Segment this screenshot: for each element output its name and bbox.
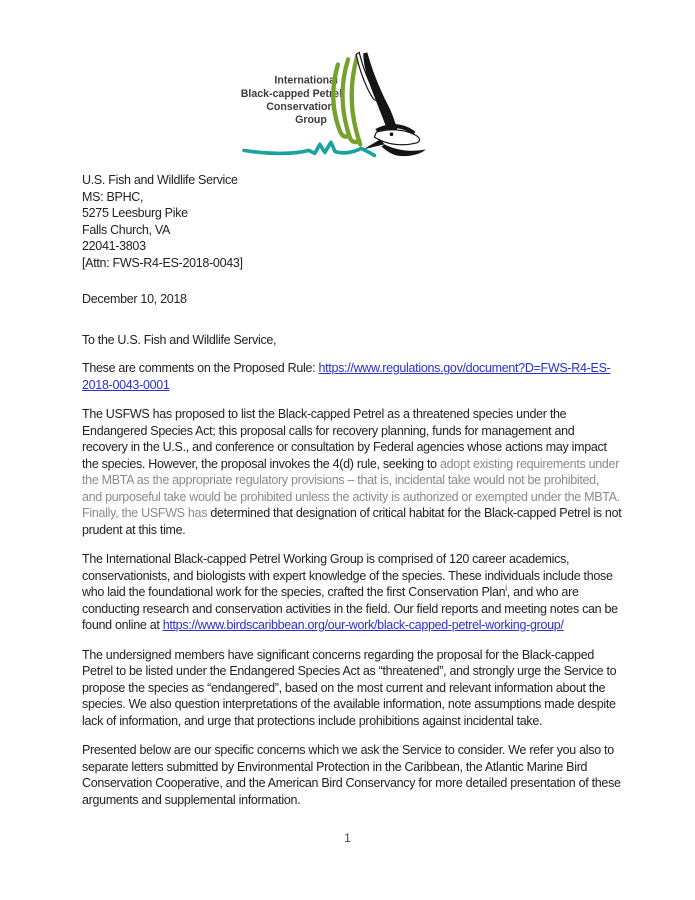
working-group-text-2: , and who are conducting research and conservation activities in the field. Our field reports and meeting notes can be found online at — [82, 585, 618, 632]
address-line: Falls Church, VA — [82, 222, 171, 237]
logo-wordmark — [241, 75, 342, 126]
paragraph-presented-below: Presented below are our specific concerns which we ask the Service to consider. We refer you also to separate letters submitted by Environmental Protection in the Caribbean, the Atlantic Marine Bird Conservation Cooperative, and the American Bird Conservancy for more detailed presentation of these arguments and supplemental information. — [82, 743, 621, 807]
logo-line-4: Group — [295, 114, 327, 127]
logo-line-3: Conservation — [266, 100, 334, 113]
recipient-address — [82, 172, 622, 271]
address-line: [Attn: FWS-R4-ES-2018-0043] — [82, 255, 243, 270]
logo-streaks-icon — [333, 56, 360, 144]
intro-lead-text: These are comments on the Proposed Rule: — [82, 361, 319, 375]
address-line: 22041-3803 — [82, 239, 146, 253]
proposal-quoted-gray-text: adopt existing requirements under the MBTA as the appropriate regulatory provisions – that is, incidental take would not be prohibited, and purposeful take would be prohibited unless the activity is authorized or exempted under the MBTA. Finally, the USFWS has — [82, 456, 620, 520]
petrel-logo-icon — [238, 50, 440, 172]
paragraph-proposal-summary — [82, 406, 622, 538]
working-group-link[interactable]: https://www.birdscaribbean.org/our-work/black-capped-petrel-working-group/ — [162, 618, 564, 632]
page-number: 1 — [344, 831, 351, 845]
working-group-text-1: The International Black-capped Petrel Working Group is comprised of 120 career academics, conservationists, and biologists with expert knowledge of the species. These individuals include those who laid the foundational work for the species, crafted the first Conservation Plan — [82, 552, 613, 599]
logo-line-2: Black-capped Petrel — [240, 87, 343, 100]
logo-wave-icon — [244, 142, 374, 155]
letter-body — [82, 172, 622, 821]
logo-line-1: International — [274, 74, 338, 87]
logo-bird-icon — [356, 52, 426, 156]
proposal-text-1: The USFWS has proposed to list the Black-capped Petrel as a threatened species under the Endangered Species Act; this proposal calls for recovery planning, funds for management and recovery in the U.S., and conference or consultation by Federal agencies whose actions may impact the species. However, the proposal invokes the 4(d) rule, seeking to — [82, 407, 607, 471]
letter-date: December 10, 2018 — [82, 292, 187, 306]
intro-paragraph — [82, 360, 622, 393]
proposal-text-2: determined that designation of critical habitat for the Black-capped Petrel is not prudent at this time. — [82, 506, 622, 537]
address-line: 5275 Leesburg Pike — [82, 206, 188, 220]
address-line: U.S. Fish and Wildlife Service — [82, 173, 238, 187]
salutation: To the U.S. Fish and Wildlife Service, — [82, 332, 277, 347]
letterhead-logo — [238, 50, 440, 172]
proposed-rule-link[interactable]: https://www.regulations.gov/document?D=FWS-R4-ES-2018-0043-0001 — [82, 361, 611, 392]
paragraph-concerns: The undersigned members have significant concerns regarding the proposal for the Black-capped Petrel to be listed under the Endangered Species Act as “threatened”, and strongly urge the Service to propose the species as “endangered”, based on the most current and relevant information about the species. We also question interpretations of the available information, note assumptions made despite lack of information, and urge that protections include prohibitions against incidental take. — [82, 647, 617, 728]
footnote-marker: i — [505, 583, 507, 593]
address-line: MS: BPHC, — [82, 189, 144, 204]
paragraph-working-group — [82, 551, 622, 634]
